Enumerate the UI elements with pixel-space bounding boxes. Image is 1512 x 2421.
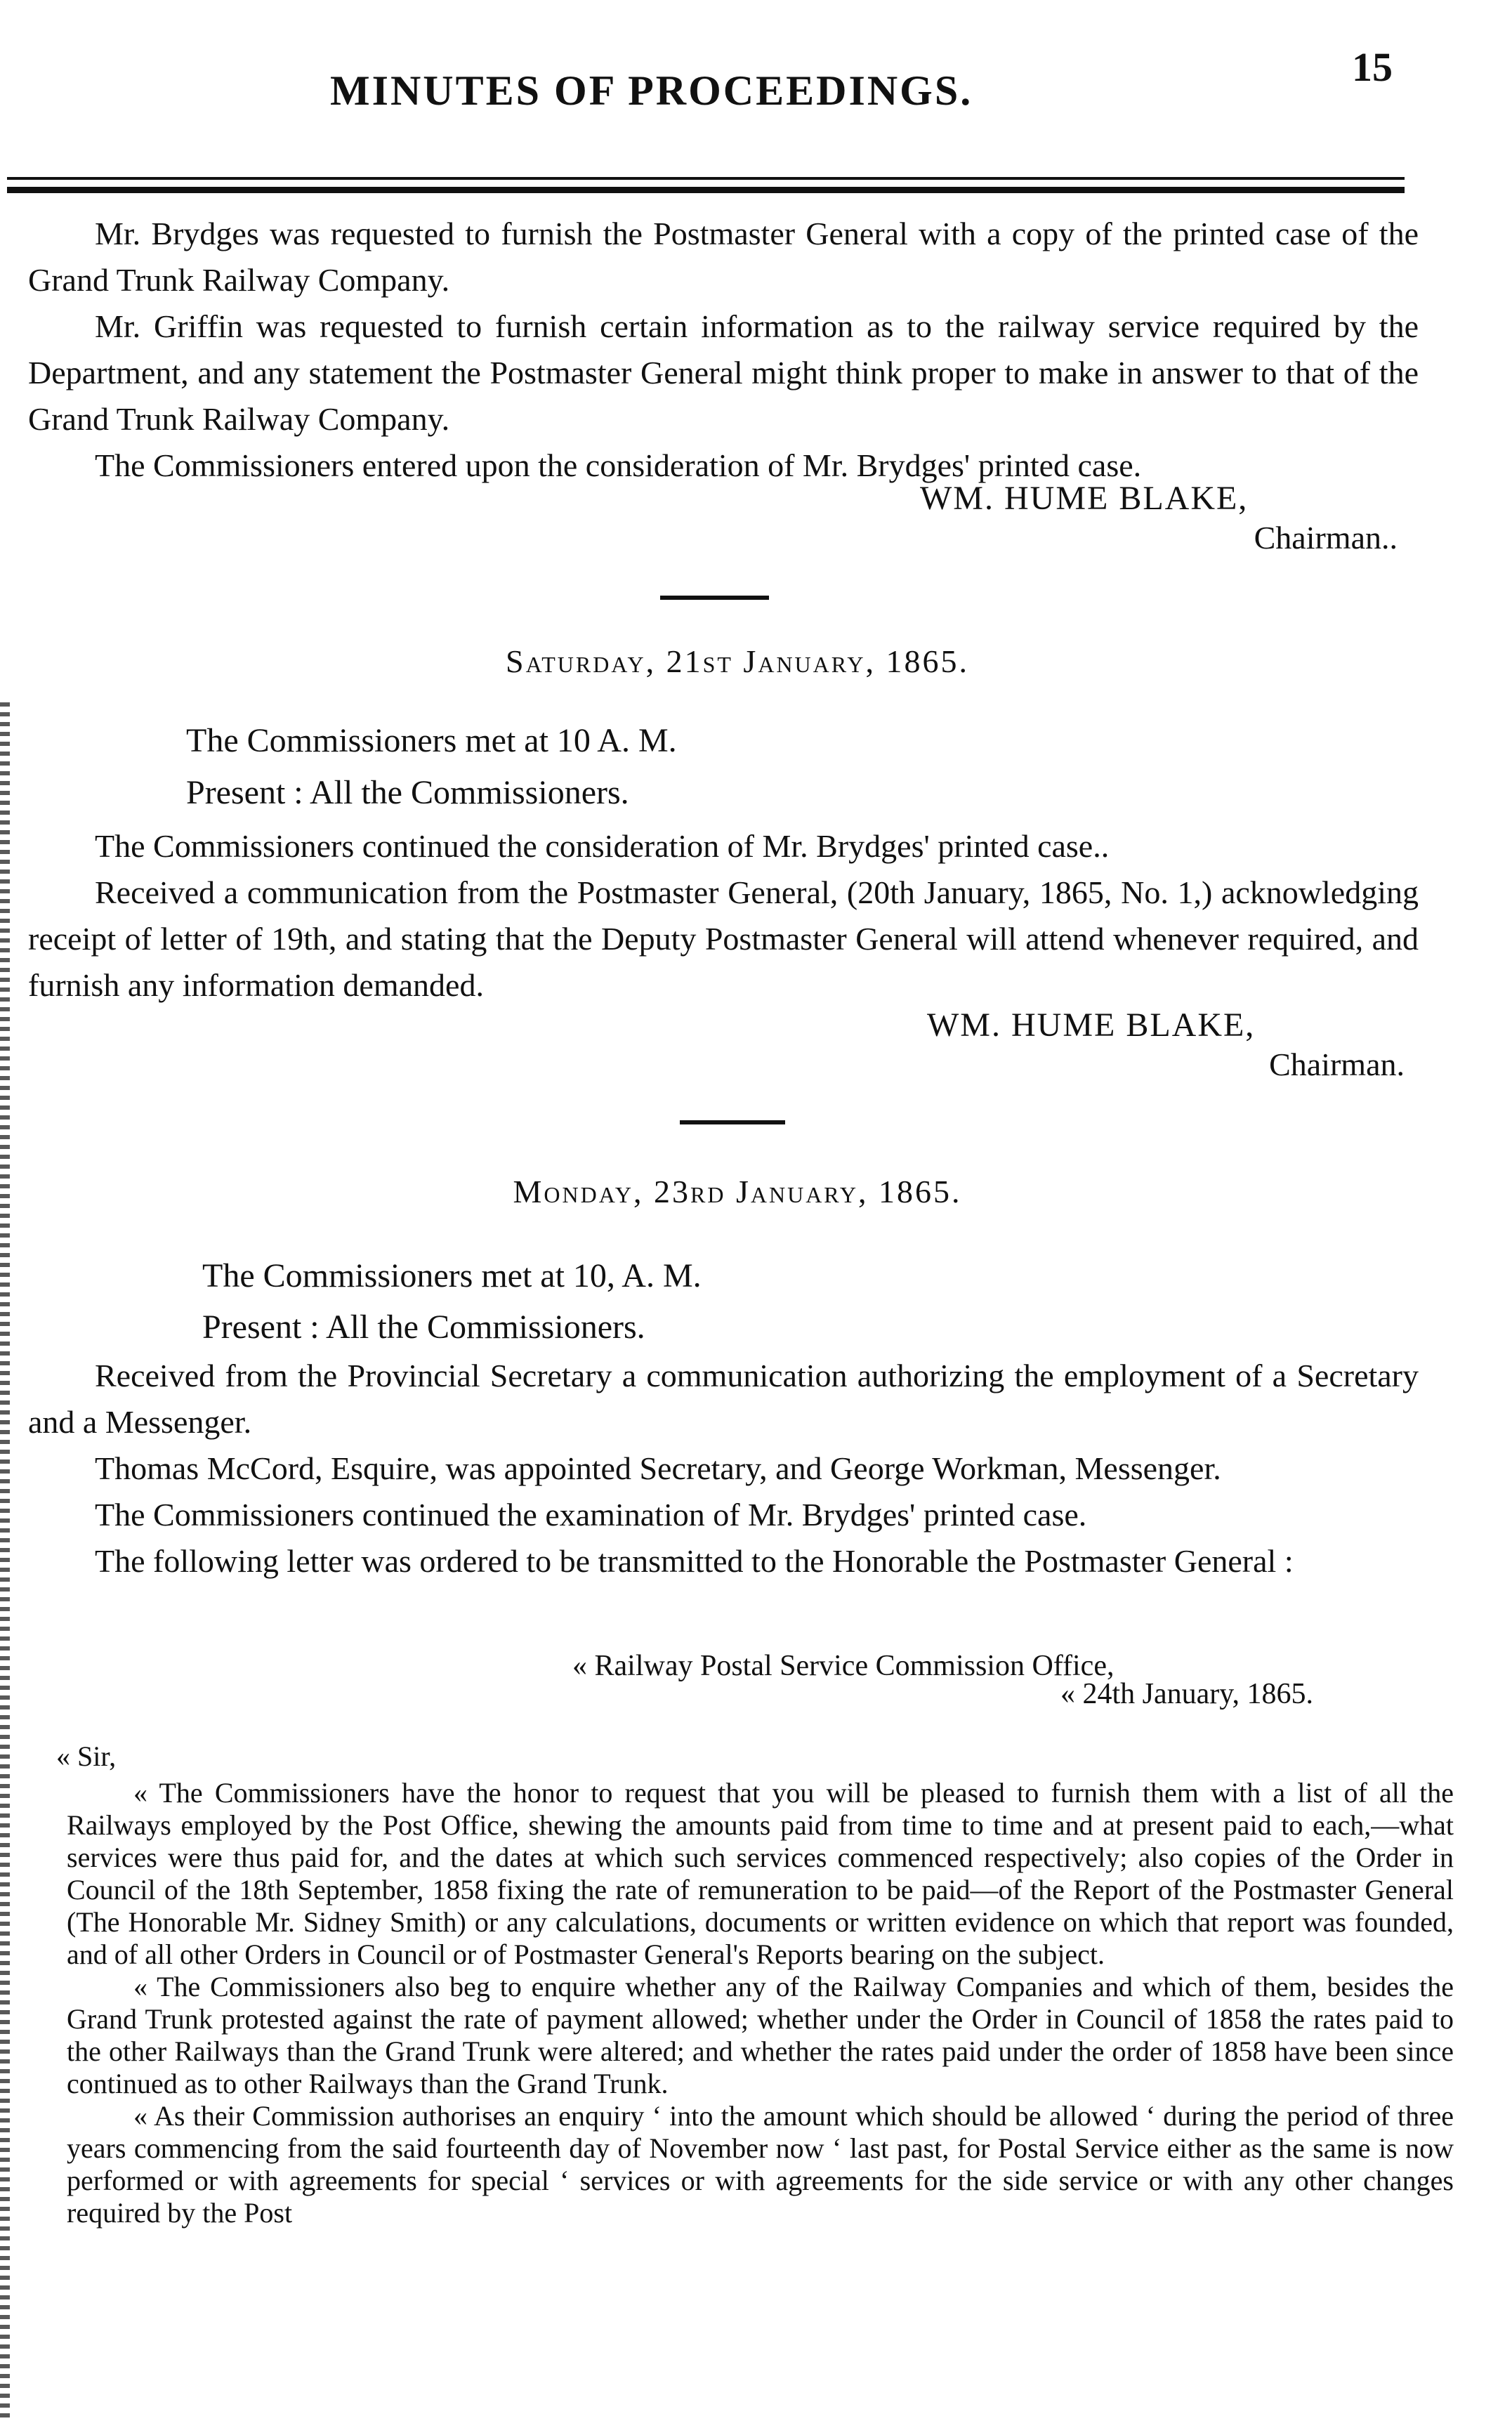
signature-block — [920, 479, 1398, 556]
signature-title: Chairman. — [1269, 1047, 1405, 1082]
header-rule-thick — [7, 187, 1405, 193]
paragraph: Mr. Griffin was requested to furnish certain information as to the railway service required by the Department, and any statement the Postmaster General might think proper to make in answer to that of the Grand Trunk Railway Company. — [28, 308, 1419, 437]
letter-date: « 24th January, 1865. — [1060, 1678, 1314, 1710]
paragraph: The Commissioners continued the examination of Mr. Brydges' printed case. — [95, 1497, 1087, 1533]
paragraph: Mr. Brydges was requested to furnish the Postmaster General with a copy of the printed case of the Grand Trunk Railway Company. — [28, 216, 1419, 298]
attendance: Present : All the Commissioners. — [186, 774, 629, 811]
letter-address: « Railway Postal Service Commission Office, — [572, 1650, 1115, 1682]
saturday-section-text — [28, 823, 1419, 1009]
paragraph: Received from the Provincial Secretary a communication authorizing the employment of a Secretary and a Messenger. — [28, 1358, 1419, 1440]
letter-paragraph: « As their Commission authorises an enquiry ‘ into the amount which should be allowed ‘ during the period of three years commencing from the said fourteenth day of November now ‘ last past, for Postal Service either as the same is now performed or with agreements for special ‘ services or with agreements for the side service or with any other changes required by the Post — [67, 2100, 1454, 2229]
signature-name: WM. HUME BLAKE, — [920, 480, 1249, 517]
letter-salutation: « Sir, — [56, 1740, 117, 1772]
signature-block — [927, 1006, 1405, 1083]
page-number: 15 — [1352, 44, 1393, 90]
letter-body — [56, 1740, 1454, 2229]
header-rule-thin — [7, 177, 1405, 180]
attendance: Present : All the Commissioners. — [202, 1308, 645, 1346]
section-divider — [660, 596, 769, 600]
paragraph: Thomas McCord, Esquire, was appointed Secretary, and George Workman, Messenger. — [95, 1450, 1221, 1486]
top-section-text — [28, 211, 1419, 489]
date-heading: Saturday, 21st January, 1865. — [506, 643, 969, 679]
paragraph: Received a communication from the Postmaster General, (20th January, 1865, No. 1,) acknowledging receipt of letter of 19th, and stating that the Deputy Postmaster General will attend whenever required, and furnish any information demanded. — [28, 874, 1419, 1003]
paragraph: The Commissioners continued the consideration of Mr. Brydges' printed case.. — [95, 828, 1110, 864]
letter-paragraph: « The Commissioners also beg to enquire whether any of the Railway Companies and which of them, besides the Grand Trunk protested against the rate of payment allowed; whether under the Order in Council of 1858 the rates paid to the other Railways than the Grand Trunk were altered; and whether the rates paid under the order of 1858 have been since continued as to other Railways than the Grand Trunk. — [67, 1971, 1454, 2099]
paragraph: The following letter was ordered to be transmitted to the Honorable the Postmaster General : — [95, 1543, 1294, 1579]
date-heading: Monday, 23rd January, 1865. — [513, 1174, 962, 1209]
monday-section-text — [28, 1353, 1419, 1585]
meeting-time: The Commissioners met at 10, A. M. — [202, 1257, 702, 1294]
signature-name: WM. HUME BLAKE, — [927, 1006, 1256, 1044]
section-divider — [680, 1120, 785, 1124]
binding-edge — [0, 702, 10, 2421]
signature-title: Chairman.. — [1254, 520, 1398, 556]
letter-paragraph: « The Commissioners have the honor to request that you will be pleased to furnish them with a list of all the Railways employed by the Post Office, shewing the amounts paid from time to time and at present paid to each,—what services were thus paid for, and the dates at which such services commenced respectively; also copies of the Order in Council of the 18th September, 1858 fixing the rate of remuneration to be paid—of the Report of the Postmaster General (The Honorable Mr. Sidney Smith) or any calculations, documents or written evidence on which that report was founded, and of all other Orders in Council or of Postmaster General's Reports bearing on the subject. — [67, 1777, 1454, 1970]
meeting-time: The Commissioners met at 10 A. M. — [186, 722, 677, 759]
paragraph: The Commissioners entered upon the consideration of Mr. Brydges' printed case. — [95, 447, 1142, 483]
page-header-title: MINUTES OF PROCEEDINGS. — [330, 67, 973, 114]
